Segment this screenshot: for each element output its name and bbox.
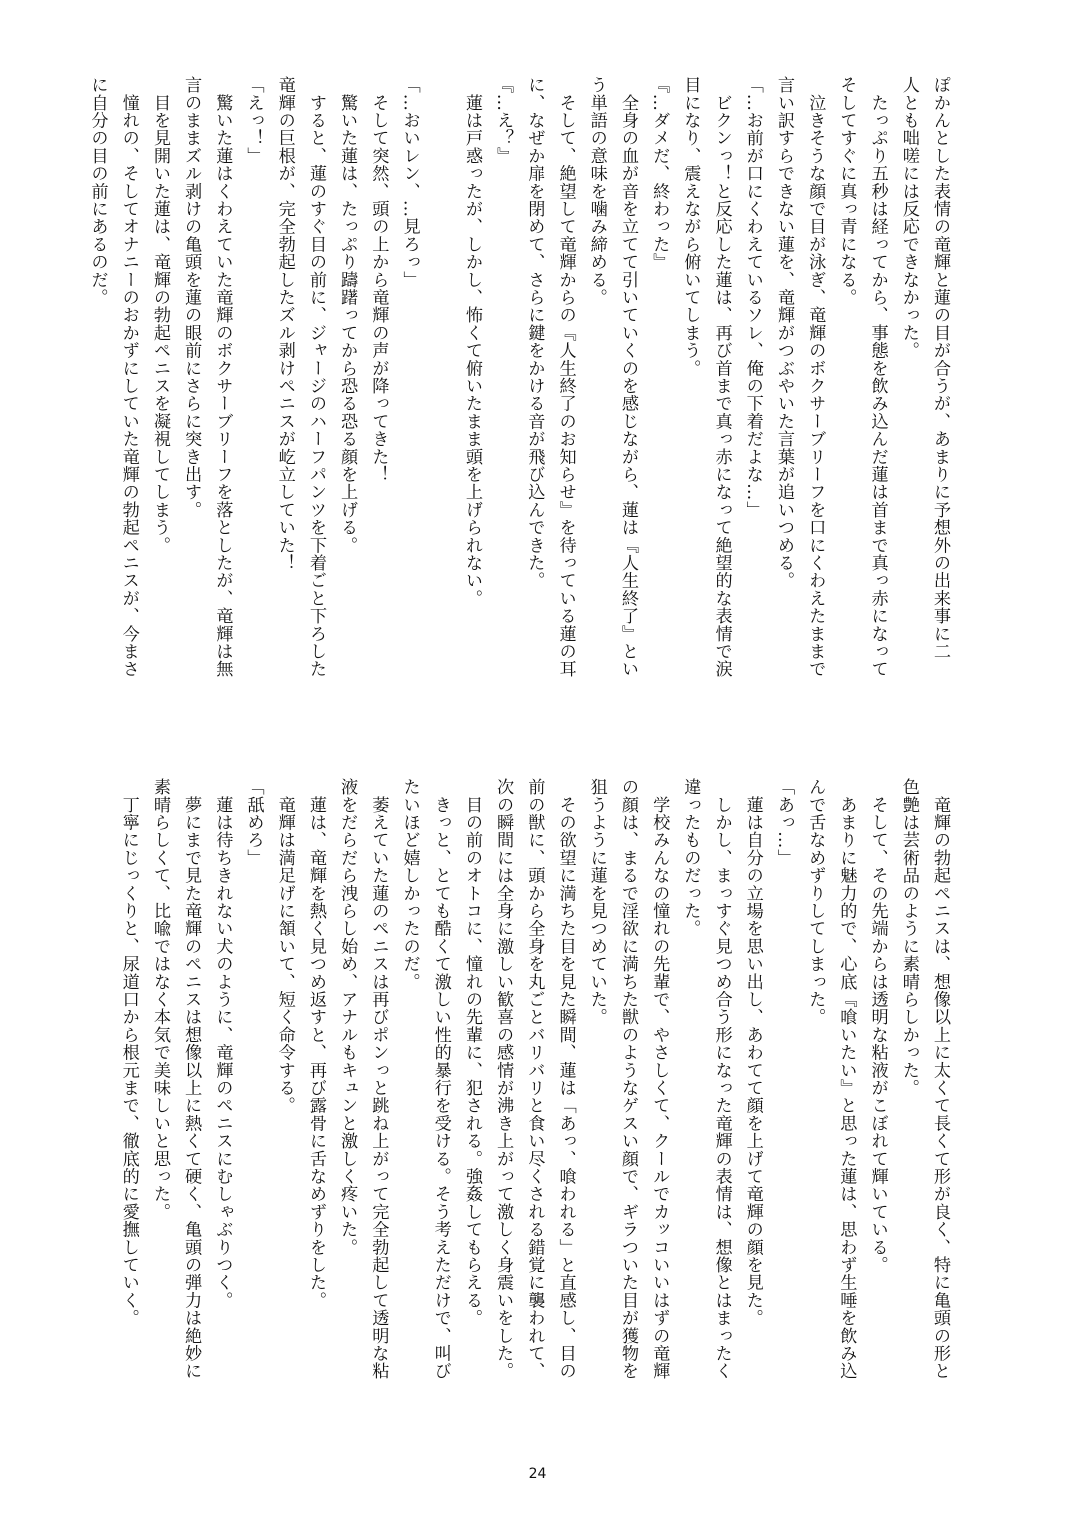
text-line: 「…おいレン、…見ろっ」 xyxy=(399,76,420,289)
text-line: 竜輝は満足げに頷いて、短く命令する。 xyxy=(274,778,295,1115)
text-line: 夢にまで見た竜輝のペニスは想像以上に熱くて硬く、亀頭の弾力は絶妙に xyxy=(181,778,202,1380)
text-line: 「舐めろ」 xyxy=(243,778,264,867)
text-line: 全身の血が音を立てて引いていくのを感じながら、蓮は『人生終了』とい xyxy=(617,76,638,678)
text-line: 違ったものだった。 xyxy=(680,778,701,938)
text-line: 学校みんなの憧れの先輩で、やさしくて、クールでカッコいいはずの竜輝 xyxy=(649,778,670,1380)
text-line: に、なぜか扉を閉めて、さらに鍵をかける音が飛び込んできた。 xyxy=(524,76,545,590)
text-line: ビクンっ！と反応した蓮は、再び首まで真っ赤になって絶望的な表情で涙 xyxy=(711,76,732,678)
text-line: の顔は、まるで淫欲に満ちた獣のようなゲスい顔で、ギラついた目が獲物を xyxy=(617,778,638,1380)
blank-line xyxy=(425,76,456,716)
text-line: しかし、まっすぐ見つめ合う形になった竜輝の表情は、想像とはまったく xyxy=(711,778,732,1380)
text-line: その欲望に満ちた目を見た瞬間、蓮は「あっ、喰われる」と直感し、目の xyxy=(555,778,576,1380)
text-line: 液をだらだら洩らし始め、アナルもキュンと激しく疼いた。 xyxy=(337,778,358,1256)
text-line: 「…お前が口にくわえているソレ、俺の下着だよな…」 xyxy=(742,76,763,519)
text-line: 『…え？』 xyxy=(493,76,514,165)
text-line: 目になり、震えながら俯いてしまう。 xyxy=(680,76,701,377)
text-line: 『…ダメだ、終わった』 xyxy=(649,76,670,271)
text-line: 「あっ…」 xyxy=(773,778,794,867)
text-line: 蓮は自分の立場を思い出し、あわてて顔を上げて竜輝の顔を見た。 xyxy=(742,778,763,1327)
text-line: そして、その先端からは透明な粘液がこぼれて輝いている。 xyxy=(867,778,888,1274)
page-number: 24 xyxy=(528,1466,547,1482)
text-line: う単語の意味を噛み締める。 xyxy=(586,76,607,307)
text-line: 狙うように蓮を見つめていた。 xyxy=(586,778,607,1026)
text-line: たっぷり五秒は経ってから、事態を飲み込んだ蓮は首まで真っ赤になって xyxy=(867,76,888,678)
text-line: 竜輝の勃起ペニスは、想像以上に太くて長くて形が良く、特に亀頭の形と xyxy=(930,778,950,1380)
text-line: 色艶は芸術品のように素晴らしかった。 xyxy=(898,778,919,1097)
text-line: 蓮は戸惑ったが、しかし、怖くて俯いたまま頭を上げられない。 xyxy=(461,76,482,607)
text-line: 泣きそうな顔で目が泳ぎ、竜輝のボクサーブリーフを口にくわえたままで xyxy=(805,76,826,678)
text-line: んで舌なめずりしてしまった。 xyxy=(805,778,826,1026)
text-line: きっと、とても酷くて激しい性的暴行を受ける。そう考えただけで、叫び xyxy=(430,778,451,1380)
text-block-bottom xyxy=(105,778,955,1418)
text-line: すると、蓮のすぐ目の前に、ジャージのハーフパンツを下着ごと下ろした xyxy=(305,76,326,678)
text-line: 丁寧にじっくりと、尿道口から根元まで、徹底的に愛撫していく。 xyxy=(118,778,139,1327)
text-line: 人とも咄嗟には反応できなかった。 xyxy=(898,76,919,360)
text-line: 驚いた蓮はくわえていた竜輝のボクサーブリーフを落としたが、竜輝は無 xyxy=(212,76,233,678)
text-line: 言い訳すらできない蓮を、竜輝がつぶやいた言葉が追いつめる。 xyxy=(773,76,794,590)
text-line: 素晴らしくて、比喩ではなく本気で美味しいと思った。 xyxy=(149,778,170,1221)
text-line: 蓮は待ちきれない犬のように、竜輝のペニスにむしゃぶりつく。 xyxy=(212,778,233,1309)
text-line: 次の瞬間には全身に激しい歓喜の感情が沸き上がって激しく身震いをした。 xyxy=(493,778,514,1380)
text-line: そして、絶望して竜輝からの『人生終了のお知らせ』を待っている蓮の耳 xyxy=(555,76,576,678)
text-line: 目を見開いた蓮は、竜輝の勃起ペニスを凝視してしまう。 xyxy=(149,76,170,554)
text-line: そして突然、頭の上から竜輝の声が降ってきた！ xyxy=(368,76,389,484)
text-line: 驚いた蓮は、たっぷり躊躇ってから恐る恐る顔を上げる。 xyxy=(337,76,358,554)
text-block-top xyxy=(87,76,955,716)
text-line: そしてすぐに真っ青になる。 xyxy=(836,76,857,307)
text-line: 「えっ！」 xyxy=(243,76,264,165)
text-line: 蓮は、竜輝を熱く見つめ返すと、再び露骨に舌なめずりをした。 xyxy=(305,778,326,1309)
text-line: 竜輝の巨根が、完全勃起したズル剥けペニスが屹立していた！ xyxy=(274,76,295,572)
text-line: 目の前のオトコに、憧れの先輩に、犯される。強姦してもらえる。 xyxy=(461,778,482,1327)
text-line: 前の獣に、頭から全身を丸ごとバリバリと食い尽くされる錯覚に襲われて、 xyxy=(524,778,545,1380)
text-line: ぽかんとした表情の竜輝と蓮の目が合うが、あまりに予想外の出来事に二 xyxy=(930,76,950,661)
text-line: に自分の目の前にあるのだ。 xyxy=(87,76,108,307)
text-line: 憧れの、そしてオナニーのおかずにしていた竜輝の勃起ペニスが、今まさ xyxy=(118,76,139,678)
text-line: あまりに魅力的で、心底『喰いたい』と思った蓮は、思わず生唾を飲み込 xyxy=(836,778,857,1380)
text-line: 萎えていた蓮のペニスは再びポンっと跳ね上がって完全勃起して透明な粘 xyxy=(368,778,389,1380)
text-line: 言のままズル剥けの亀頭を蓮の眼前にさらに突き出す。 xyxy=(181,76,202,519)
text-line: たいほど嬉しかったのだ。 xyxy=(399,778,420,991)
